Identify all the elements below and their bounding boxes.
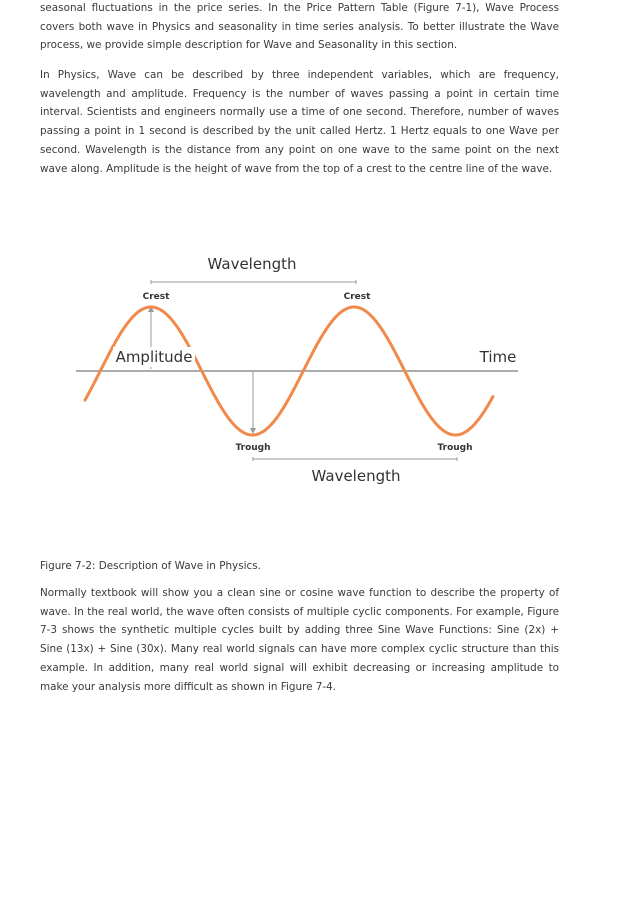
physics-paragraph: In Physics, Wave can be described by three independent variables, which are frequency, wavelength and amplitude. Frequency is the number of waves passing a point in certain time interval. Scientists and engineers normally use a time of one second. Therefore, number of waves passing a point in 1 second is described by the unit called Hertz. 1 Hertz equals to one Wave per second. Wavelength is the distance from any point on one wave to the same point on the next wave along. Amplitude is the height of wave from the top of a crest to the centre line of the wave. [40, 69, 559, 175]
amplitude-label: Amplitude [115, 348, 193, 366]
crest-left-label: Crest [142, 292, 170, 302]
trough-arrowhead [250, 428, 256, 434]
trough-left-label: Trough [235, 443, 271, 453]
trough-right-label: Trough [437, 443, 473, 453]
intro-paragraph: seasonal fluctuations in the price series. In the Price Pattern Table (Figure 7-1), Wave Process covers both wave in Physics and seasonality in time series analysis. To better illustrate the Wave process, we provide simple description for Wave and Seasonality in this section. [40, 2, 559, 52]
figure-caption: Figure 7-2: Description of Wave in Physics. [40, 560, 261, 572]
wavelength-bottom-label: Wavelength [311, 467, 401, 485]
wavelength-top-label: Wavelength [207, 255, 297, 273]
textbook-paragraph: Normally textbook will show you a clean sine or cosine wave function to describe the property of wave. In the real world, the wave often consists of multiple cyclic components. For example, Figure 7-3 shows the synthetic multiple cycles built by adding three Sine Wave Functions: Sine (2x) + Sine (13x) + Sine (30x). Many real world signals can have more complex cyclic structure than this example. In addition, many real world signal will exhibit decreasing or increasing amplitude to make your analysis more difficult as shown in Figure 7-4. [40, 587, 559, 693]
wave-diagram [60, 245, 540, 495]
crest-right-label: Crest [343, 292, 371, 302]
time-label: Time [479, 348, 517, 366]
